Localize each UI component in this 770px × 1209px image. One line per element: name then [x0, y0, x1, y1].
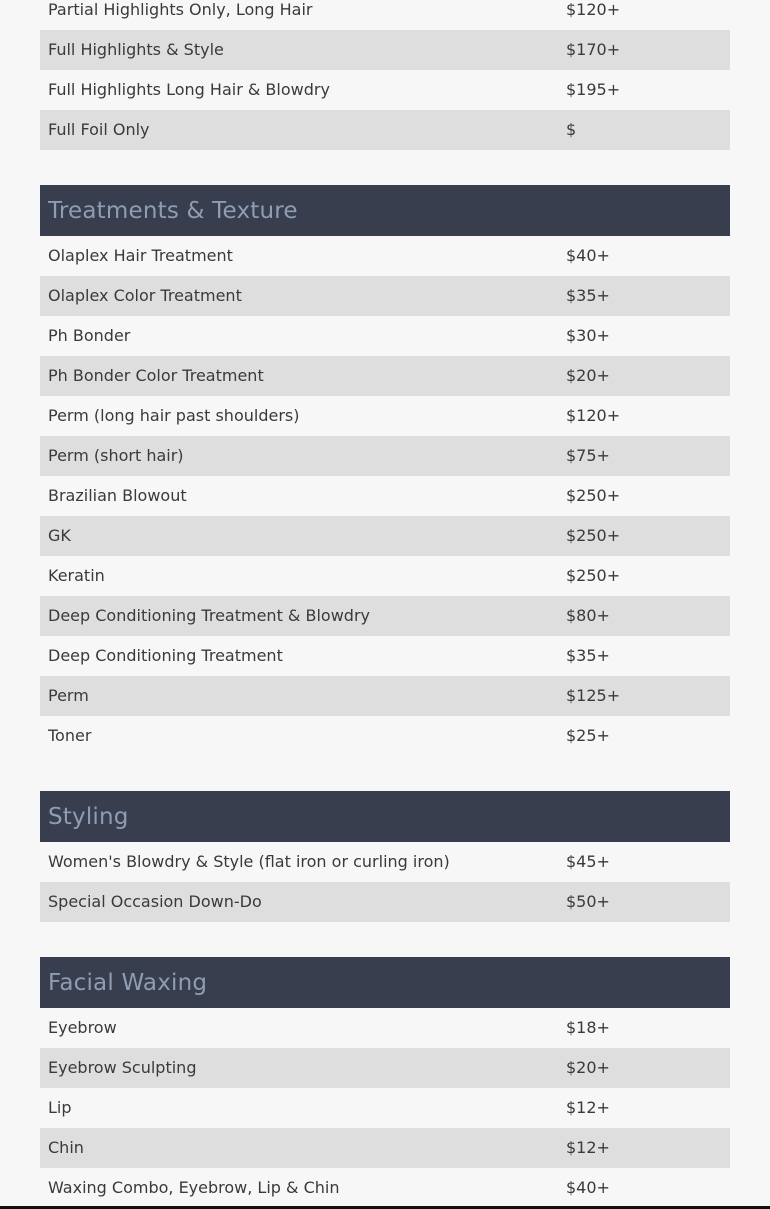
service-price: $80+ [558, 596, 730, 636]
table-row [40, 436, 730, 476]
table-row [40, 882, 730, 922]
service-price: $120+ [558, 396, 730, 436]
service-price: $40+ [558, 236, 730, 276]
service-price: $12+ [558, 1088, 730, 1128]
highlights-table [40, 0, 730, 150]
section-highlights [40, 0, 730, 150]
service-price: $18+ [558, 1008, 730, 1048]
table-row [40, 356, 730, 396]
service-name: Full Foil Only [40, 110, 558, 150]
service-price: $195+ [558, 70, 730, 110]
table-row [40, 396, 730, 436]
service-price: $40+ [558, 1168, 730, 1208]
table-row [40, 676, 730, 716]
service-price: $30+ [558, 316, 730, 356]
table-row [40, 476, 730, 516]
table-row [40, 1048, 730, 1088]
service-name: Women's Blowdry & Style (flat iron or curling iron) [40, 842, 558, 882]
section-styling [40, 791, 730, 922]
service-price: $125+ [558, 676, 730, 716]
service-name: Eyebrow Sculpting [40, 1048, 558, 1088]
service-price: $35+ [558, 636, 730, 676]
table-row [40, 1088, 730, 1128]
service-name: Partial Highlights Only, Long Hair [40, 0, 558, 30]
service-name: Perm (long hair past shoulders) [40, 396, 558, 436]
service-price: $250+ [558, 476, 730, 516]
service-name: Olaplex Hair Treatment [40, 236, 558, 276]
table-row [40, 30, 730, 70]
service-price: $20+ [558, 1048, 730, 1088]
category-heading-treatments: Treatments & Texture [40, 185, 730, 236]
service-name: Ph Bonder Color Treatment [40, 356, 558, 396]
section-treatments [40, 185, 730, 756]
table-row [40, 636, 730, 676]
table-row [40, 1168, 730, 1208]
service-name: Deep Conditioning Treatment & Blowdry [40, 596, 558, 636]
service-name: Toner [40, 716, 558, 756]
table-row [40, 516, 730, 556]
category-heading-waxing: Facial Waxing [40, 957, 730, 1008]
service-price: $50+ [558, 882, 730, 922]
table-row [40, 0, 730, 30]
table-row [40, 276, 730, 316]
service-name: Olaplex Color Treatment [40, 276, 558, 316]
service-name: Keratin [40, 556, 558, 596]
table-row [40, 556, 730, 596]
table-row [40, 316, 730, 356]
service-name: Brazilian Blowout [40, 476, 558, 516]
service-price: $45+ [558, 842, 730, 882]
price-list [40, 0, 730, 1208]
service-price: $75+ [558, 436, 730, 476]
service-name: Full Highlights & Style [40, 30, 558, 70]
service-name: Special Occasion Down-Do [40, 882, 558, 922]
table-row [40, 596, 730, 636]
waxing-table [40, 1008, 730, 1208]
service-price: $120+ [558, 0, 730, 30]
table-row [40, 842, 730, 882]
service-name: GK [40, 516, 558, 556]
category-heading-styling: Styling [40, 791, 730, 842]
service-price: $12+ [558, 1128, 730, 1168]
service-name: Ph Bonder [40, 316, 558, 356]
table-row [40, 716, 730, 756]
service-name: Full Highlights Long Hair & Blowdry [40, 70, 558, 110]
service-price: $35+ [558, 276, 730, 316]
styling-table [40, 842, 730, 922]
service-name: Chin [40, 1128, 558, 1168]
service-name: Lip [40, 1088, 558, 1128]
table-row [40, 1128, 730, 1168]
service-price: $250+ [558, 556, 730, 596]
service-price: $ [558, 110, 730, 150]
table-row [40, 70, 730, 110]
service-name: Eyebrow [40, 1008, 558, 1048]
treatments-table [40, 236, 730, 756]
service-name: Deep Conditioning Treatment [40, 636, 558, 676]
service-name: Perm [40, 676, 558, 716]
table-row [40, 110, 730, 150]
service-price: $25+ [558, 716, 730, 756]
service-price: $250+ [558, 516, 730, 556]
table-row [40, 1008, 730, 1048]
service-price: $20+ [558, 356, 730, 396]
section-waxing [40, 957, 730, 1208]
service-name: Perm (short hair) [40, 436, 558, 476]
service-name: Waxing Combo, Eyebrow, Lip & Chin [40, 1168, 558, 1208]
table-row [40, 236, 730, 276]
service-price: $170+ [558, 30, 730, 70]
